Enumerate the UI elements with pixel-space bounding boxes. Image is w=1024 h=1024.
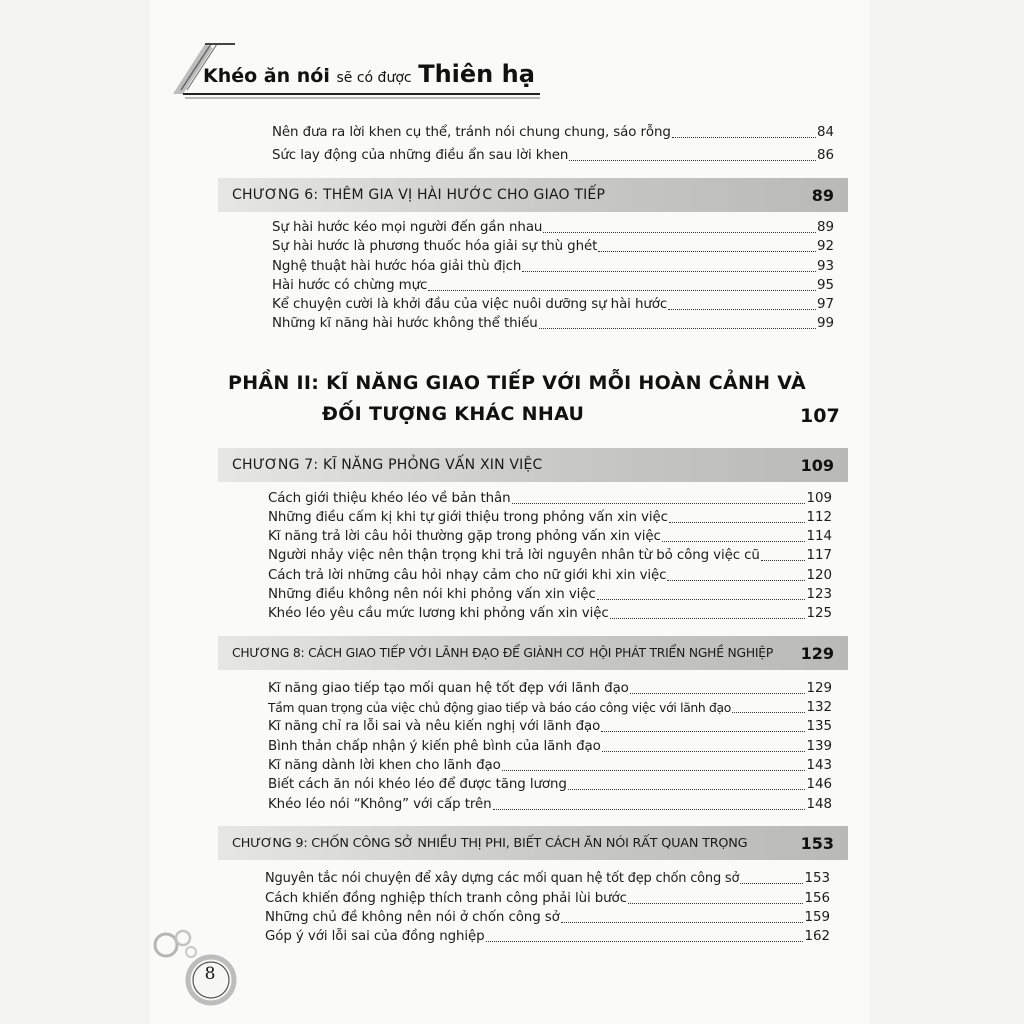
toc-entry[interactable]: Những kĩ năng hài hước không thể thiếu 99 — [272, 316, 834, 331]
toc-entry[interactable]: Nghệ thuật hài hước hóa giải thù địch 93 — [272, 259, 834, 274]
toc-entry[interactable]: Nguyên tắc nói chuyện để xây dựng các mối quan hệ tốt đẹp chốn công sở 153 — [265, 871, 830, 886]
chapter-title: CHƯƠNG 8: CÁCH GIAO TIẾP VỚI LÃNH ĐẠO ĐỂ GIÀNH CƠ HỘI PHÁT TRIỂN NGHỀ NGHIỆP — [232, 646, 774, 660]
toc-entry[interactable]: Tầm quan trọng của việc chủ động giao tiếp và báo cáo công việc với lãnh đạo 132 — [268, 700, 832, 715]
toc-entry[interactable]: Kĩ năng chỉ ra lỗi sai và nêu kiến nghị với lãnh đạo 135 — [268, 719, 832, 734]
chapter-heading[interactable] — [218, 636, 848, 670]
toc-entry[interactable]: Góp ý với lỗi sai của đồng nghiệp 162 — [265, 929, 830, 944]
toc-entry[interactable]: Cách trả lời những câu hỏi nhạy cảm cho nữ giới khi xin việc 120 — [268, 568, 832, 583]
chapter-heading[interactable] — [218, 178, 848, 212]
toc-entry[interactable]: Biết cách ăn nói khéo léo để được tăng lương 146 — [268, 777, 832, 792]
chapter-page: 109 — [800, 455, 834, 475]
toc-entry[interactable]: Những chủ đề không nên nói ở chốn công sở 159 — [265, 910, 830, 925]
chapter-title: CHƯƠNG 6: THÊM GIA VỊ HÀI HƯỚC CHO GIAO TIẾP — [232, 187, 606, 203]
toc-entry[interactable]: Sự hài hước kéo mọi người đến gần nhau 89 — [272, 220, 834, 235]
chapter-page: 89 — [811, 185, 834, 205]
chapter-page: 129 — [800, 643, 834, 663]
toc-entry[interactable]: Kể chuyện cười là khởi đầu của việc nuôi dưỡng sự hài hước 97 — [272, 297, 834, 312]
toc-entry[interactable]: Người nhảy việc nên thận trọng khi trả lời nguyên nhân từ bỏ công việc cũ 117 — [268, 548, 832, 563]
toc-entry[interactable]: Hài hước có chừng mực 95 — [272, 278, 834, 293]
toc-entry[interactable]: Cách khiến đồng nghiệp thích tranh công phải lùi bước 156 — [265, 891, 830, 906]
toc-entry[interactable]: Những điều cấm kị khi tự giới thiệu trong phỏng vấn xin việc 112 — [268, 510, 832, 525]
running-header — [165, 38, 545, 104]
toc-entry[interactable]: Bình thản chấp nhận ý kiến phê bình của lãnh đạo 139 — [268, 739, 832, 754]
part-page: 107 — [800, 405, 840, 427]
toc-entry[interactable]: Kĩ năng trả lời câu hỏi thường gặp trong phỏng vấn xin việc 114 — [268, 529, 832, 544]
chapter-heading[interactable] — [218, 448, 848, 482]
chapter-title: CHƯƠNG 7: KĨ NĂNG PHỎNG VẤN XIN VIỆC — [232, 457, 543, 473]
title-part1: Khéo ăn nói — [203, 65, 330, 87]
chapter-page: 153 — [800, 833, 834, 853]
toc-entry[interactable]: Nên đưa ra lời khen cụ thể, tránh nói chung chung, sáo rỗng 84 — [272, 125, 834, 140]
running-title — [203, 60, 535, 88]
title-part3: Thiên hạ — [418, 60, 535, 88]
toc-entry[interactable]: Kĩ năng giao tiếp tạo mối quan hệ tốt đẹp với lãnh đạo 129 — [268, 681, 832, 696]
toc-entry[interactable]: Kĩ năng dành lời khen cho lãnh đạo 143 — [268, 758, 832, 773]
toc-entry[interactable]: Khéo léo yêu cầu mức lương khi phỏng vấn xin việc 125 — [268, 606, 832, 621]
chapter-title: CHƯƠNG 9: CHỐN CÔNG SỞ NHIỀU THỊ PHI, BIẾT CÁCH ĂN NÓI RẤT QUAN TRỌNG — [232, 835, 748, 851]
part-heading-line1: PHẦN II: KĨ NĂNG GIAO TIẾP VỚI MỖI HOÀN CẢNH VÀ — [228, 372, 806, 394]
title-part2: sẽ có được — [336, 70, 412, 86]
part-heading-line2: ĐỐI TƯỢNG KHÁC NHAU — [322, 403, 585, 425]
chapter-heading[interactable] — [218, 826, 848, 860]
toc-entry[interactable]: Sự hài hước là phương thuốc hóa giải sự thù ghét 92 — [272, 239, 834, 254]
toc-entry[interactable]: Khéo léo nói “Không” với cấp trên 148 — [268, 797, 832, 812]
toc-entry[interactable]: Những điều không nên nói khi phỏng vấn xin việc 123 — [268, 587, 832, 602]
page-number: 8 — [204, 964, 216, 984]
toc-entry[interactable]: Cách giới thiệu khéo léo về bản thân 109 — [268, 491, 832, 506]
toc-entry[interactable]: Sức lay động của những điều ẩn sau lời khen 86 — [272, 148, 834, 163]
